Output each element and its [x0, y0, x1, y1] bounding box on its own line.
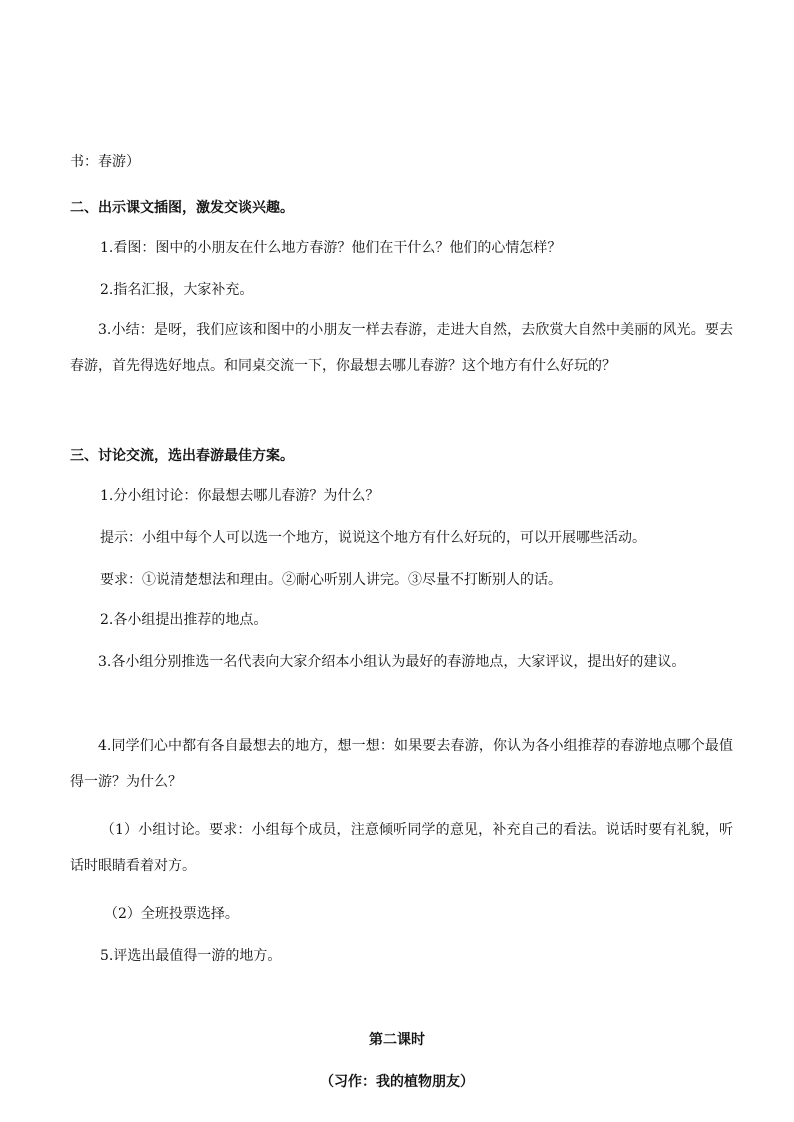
section-heading-2: 二、出示课文插图，激发交谈兴趣。 — [70, 200, 294, 216]
section2-item-2: 2.指名汇报，大家补充。 — [100, 282, 254, 298]
section3-item-1: 1.分小组讨论：你最想去哪儿春游？为什么？ — [100, 488, 380, 504]
section2-item-3: 3.小结：是呀，我们应该和图中的小朋友一样去春游，走进大自然，去欣赏大自然中美丽的风光。要去春游，首先得选好地点。和同桌交流一下，你最想去哪儿春游？这个地方有什么好玩的？ — [70, 322, 733, 374]
continued-line: 书：春游） — [70, 154, 140, 170]
section3-item-5: 5.评选出最值得一游的地方。 — [100, 948, 282, 964]
lesson-subtitle: （习作：我的植物朋友） — [320, 1074, 474, 1090]
section3-item-4: 4.同学们心中都有各自最想去的地方，想一想：如果要去春游，你认为各小组推荐的春游地点哪个最值得一游？为什么？ — [70, 738, 733, 790]
section3-item-2: 2.各小组提出推荐的地点。 — [100, 612, 268, 628]
section-heading-3: 三、讨论交流，选出春游最佳方案。 — [70, 448, 294, 464]
section3-requirement: 要求：①说清楚想法和理由。②耐心听别人讲完。③尽量不打断别人的话。 — [100, 572, 562, 588]
section3-tip: 提示：小组中每个人可以选一个地方，说说这个地方有什么好玩的，可以开展哪些活动。 — [100, 530, 646, 546]
section3-sub-2: （2）全班投票选择。 — [104, 906, 239, 922]
section3-item-3: 3.各小组分别推选一名代表向大家介绍本小组认为最好的春游地点，大家评议，提出好的建议。 — [98, 654, 686, 670]
lesson-title: 第二课时 — [369, 1032, 425, 1048]
section3-sub-1: （1）小组讨论。要求：小组每个成员，注意倾听同学的意见，补充自己的看法。说话时要有礼貌，听话时眼睛看着对方。 — [70, 822, 733, 874]
section2-item-1: 1.看图：图中的小朋友在什么地方春游？他们在干什么？他们的心情怎样？ — [100, 240, 562, 256]
